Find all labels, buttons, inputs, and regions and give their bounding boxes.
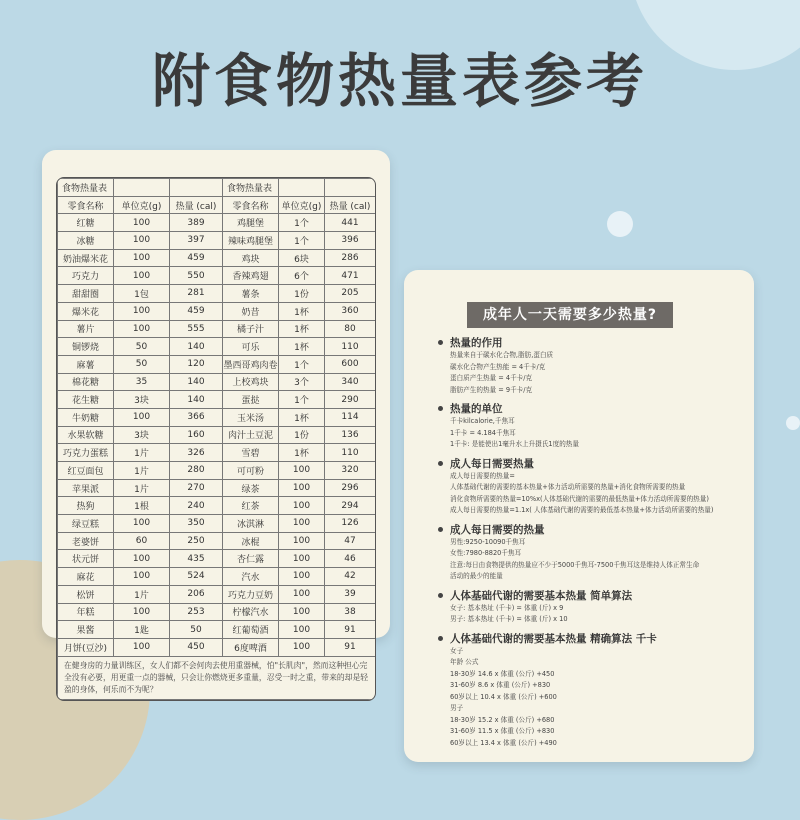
table-cell: 薯片 — [58, 320, 114, 338]
table-cell: 橘子汁 — [223, 320, 279, 338]
table-cell: 397 — [170, 232, 223, 250]
table-row — [58, 267, 376, 285]
table-cell: 巧克力 — [58, 267, 114, 285]
table-cell: 1片 — [114, 462, 170, 480]
table-cell: 38 — [325, 603, 376, 621]
table-cell: 205 — [325, 285, 376, 303]
table-cell: 麻花 — [58, 568, 114, 586]
table-cell: 320 — [325, 462, 376, 480]
table-cell: 294 — [325, 497, 376, 515]
table-cell: 红茶 — [223, 497, 279, 515]
table-cell: 1杯 — [279, 444, 325, 462]
table-cell: 555 — [170, 320, 223, 338]
table-cell: 471 — [325, 267, 376, 285]
table-cell: 35 — [114, 373, 170, 391]
table-cell: 100 — [114, 408, 170, 426]
info-sections — [438, 336, 748, 755]
table-cell: 花生糖 — [58, 391, 114, 409]
table-row — [58, 532, 376, 550]
calorie-table-frame — [56, 177, 376, 701]
table-cell: 389 — [170, 214, 223, 232]
info-section — [438, 457, 748, 517]
table-cell: 50 — [114, 338, 170, 356]
table-row — [58, 373, 376, 391]
info-section-title — [438, 523, 748, 537]
table-cell: 肉汁土豆泥 — [223, 426, 279, 444]
table-cell: 汽水 — [223, 568, 279, 586]
table-row — [58, 320, 376, 338]
table-cell: 6个 — [279, 267, 325, 285]
table-cell: 459 — [170, 249, 223, 267]
table-row — [58, 603, 376, 621]
table-cell: 100 — [114, 550, 170, 568]
table-cell: 年糕 — [58, 603, 114, 621]
table-cell: 281 — [170, 285, 223, 303]
table-row — [58, 621, 376, 639]
table-cell: 396 — [325, 232, 376, 250]
table-cell: 435 — [170, 550, 223, 568]
table-cell: 250 — [170, 532, 223, 550]
table-cell: 114 — [325, 408, 376, 426]
table-cell: 玉米汤 — [223, 408, 279, 426]
table-cell: 3个 — [279, 373, 325, 391]
table-cell: 巧克力豆奶 — [223, 585, 279, 603]
table-cell: 100 — [114, 515, 170, 533]
table-cell: 红豆面包 — [58, 462, 114, 480]
info-line: 60岁以上 13.4 x 体重 (公斤) +490 — [450, 738, 557, 747]
info-section-title-text: 人体基础代谢的需要基本热量 简单算法 — [450, 589, 633, 602]
table-cell: 冰淇淋 — [223, 515, 279, 533]
table-cell: 绿茶 — [223, 479, 279, 497]
info-line: 男性:9250-10090千焦耳 — [450, 537, 526, 546]
info-section — [438, 589, 748, 626]
table-row — [58, 638, 376, 656]
info-section-title — [438, 632, 748, 646]
table-cell: 3块 — [114, 426, 170, 444]
table-cell: 50 — [114, 355, 170, 373]
table-row — [58, 462, 376, 480]
table-row — [58, 497, 376, 515]
info-section-title-text: 热量的单位 — [450, 403, 503, 415]
table-cell: 120 — [170, 355, 223, 373]
table-section-title: 食物热量表 — [223, 179, 279, 197]
table-row — [58, 568, 376, 586]
table-row — [58, 585, 376, 603]
info-banner: 成年人一天需要多少热量? — [467, 302, 673, 328]
table-row — [58, 479, 376, 497]
table-cell: 100 — [114, 320, 170, 338]
table-cell: 240 — [170, 497, 223, 515]
table-cell: 140 — [170, 338, 223, 356]
table-cell: 100 — [114, 638, 170, 656]
table-header-row — [58, 196, 376, 214]
table-cell: 1个 — [279, 214, 325, 232]
table-cell: 524 — [170, 568, 223, 586]
decor-dot — [786, 416, 800, 430]
calorie-table — [57, 178, 376, 700]
table-cell: 47 — [325, 532, 376, 550]
table-row — [58, 232, 376, 250]
table-row — [58, 285, 376, 303]
table-cell: 50 — [170, 621, 223, 639]
info-line: 注意:每日由食物提供的热量应不少于5000千焦耳-7500千焦耳这是维持人体正常生命 — [450, 560, 700, 569]
table-cell: 326 — [170, 444, 223, 462]
table-cell: 可可粉 — [223, 462, 279, 480]
info-line: 1千卡 = 4.184千焦耳 — [450, 428, 516, 437]
info-line: 消化食物所需要的热量=10%x(人体基础代谢的需要的最低热量+体力活动所需要的热量) — [450, 494, 709, 503]
info-line: 成人每日需要的热量=1.1x( 人体基础代谢的需要的最低基本热量+体力活动所需要的热量) — [450, 506, 714, 514]
table-cell: 6度啤酒 — [223, 638, 279, 656]
info-line: 人体基础代谢的需要的基本热量+体力活动所需要的热量+消化食物所需要的热量 — [450, 483, 686, 491]
info-line: 女子 — [450, 646, 464, 655]
table-cell: 1片 — [114, 479, 170, 497]
table-cell: 3块 — [114, 391, 170, 409]
table-cell: 253 — [170, 603, 223, 621]
table-cell: 100 — [114, 603, 170, 621]
table-cell: 月饼(豆沙) — [58, 638, 114, 656]
table-cell: 松饼 — [58, 585, 114, 603]
table-cell: 1杯 — [279, 302, 325, 320]
info-line: 千卡kilcalorie,千焦耳 — [450, 417, 515, 425]
info-section-title — [438, 457, 748, 471]
info-section-title — [438, 402, 748, 416]
table-row — [58, 391, 376, 409]
info-section-title — [438, 589, 748, 603]
table-cell: 100 — [114, 302, 170, 320]
table-note: 在健身房的力量训练区，女人们都不会何肉去使用重器械，怕"长肌肉"，然而这种担心完全没有必要，用更重一点的器械，只会让你燃烧更多重量，忍受一时之重，带来的却是轻盈的身体，何乐而不为呢？ — [58, 656, 376, 699]
table-cell: 366 — [170, 408, 223, 426]
table-cell: 340 — [325, 373, 376, 391]
table-cell: 286 — [325, 249, 376, 267]
info-line: 31-60岁 8.6 x 体重 (公斤) +830 — [450, 681, 551, 689]
table-cell: 100 — [279, 621, 325, 639]
table-cell: 600 — [325, 355, 376, 373]
info-section-title-text: 热量的作用 — [450, 337, 503, 349]
table-cell: 1杯 — [279, 338, 325, 356]
table-row — [58, 338, 376, 356]
info-line: 脂肪产生的热量 = 9千卡/克 — [450, 385, 533, 394]
table-row — [58, 249, 376, 267]
table-cell: 棉花糖 — [58, 373, 114, 391]
info-line: 18-30岁 14.6 x 体重 (公斤) +450 — [450, 669, 555, 678]
table-cell: 140 — [170, 391, 223, 409]
table-cell: 110 — [325, 338, 376, 356]
table-header: 热量 (cal) — [170, 196, 223, 214]
table-cell: 100 — [279, 568, 325, 586]
table-cell: 110 — [325, 444, 376, 462]
table-cell: 441 — [325, 214, 376, 232]
bullet-icon — [438, 527, 443, 532]
table-cell: 1杯 — [279, 408, 325, 426]
table-row — [58, 515, 376, 533]
table-cell: 麻薯 — [58, 355, 114, 373]
table-cell: 鸡腿堡 — [223, 214, 279, 232]
table-cell: 140 — [170, 373, 223, 391]
table-row — [58, 355, 376, 373]
table-cell: 100 — [279, 532, 325, 550]
info-line: 活动的最少的能量 — [450, 572, 503, 580]
table-cell: 冰棍 — [223, 532, 279, 550]
info-section-title-text: 人体基础代谢的需要基本热量 精确算法 千卡 — [450, 632, 657, 645]
table-header: 零食名称 — [223, 196, 279, 214]
table-cell: 牛奶糖 — [58, 408, 114, 426]
bullet-icon — [438, 340, 443, 345]
table-cell: 奶油爆米花 — [58, 249, 114, 267]
info-section-title-text: 成人每日需要的热量 — [450, 523, 545, 536]
table-row — [58, 444, 376, 462]
table-cell: 1个 — [279, 355, 325, 373]
info-line: 男子 — [450, 704, 464, 712]
table-cell: 100 — [114, 568, 170, 586]
info-section — [438, 523, 748, 583]
calorie-info-card — [404, 270, 754, 762]
info-line: 60岁以上 10.4 x 体重 (公斤) +600 — [450, 692, 557, 701]
bullet-icon — [438, 636, 443, 641]
info-line: 年龄 公式 — [450, 658, 479, 666]
table-cell: 100 — [114, 232, 170, 250]
table-cell: 100 — [279, 515, 325, 533]
info-line: 女性:7980-8820千焦耳 — [450, 549, 522, 557]
info-line: 31-60岁 11.5 x 体重 (公斤) +830 — [450, 727, 555, 735]
table-cell: 杏仁露 — [223, 550, 279, 568]
info-line: 蛋白质产生热量 = 4千卡/克 — [450, 374, 533, 382]
table-cell: 苹果派 — [58, 479, 114, 497]
info-line: 热量来自于碳水化合物,脂肪,蛋白质 — [450, 351, 554, 359]
table-cell: 1包 — [114, 285, 170, 303]
table-cell: 墨西哥鸡肉卷 — [223, 355, 279, 373]
table-cell: 1个 — [279, 391, 325, 409]
table-cell: 爆米花 — [58, 302, 114, 320]
table-header: 单位克(g) — [114, 196, 170, 214]
table-cell: 鸡块 — [223, 249, 279, 267]
table-cell: 100 — [114, 214, 170, 232]
bullet-icon — [438, 406, 443, 411]
table-cell: 薯条 — [223, 285, 279, 303]
table-cell: 上校鸡块 — [223, 373, 279, 391]
table-cell: 水果软糖 — [58, 426, 114, 444]
table-row — [58, 302, 376, 320]
table-cell: 91 — [325, 621, 376, 639]
table-cell: 铜锣烧 — [58, 338, 114, 356]
table-cell: 206 — [170, 585, 223, 603]
table-cell: 100 — [114, 267, 170, 285]
table-cell: 巧克力蛋糕 — [58, 444, 114, 462]
table-cell: 热狗 — [58, 497, 114, 515]
table-cell: 红葡萄酒 — [223, 621, 279, 639]
table-section-title: 食物热量表 — [58, 179, 114, 197]
table-cell: 甜甜圈 — [58, 285, 114, 303]
table-cell: 绿豆糕 — [58, 515, 114, 533]
table-cell: 360 — [325, 302, 376, 320]
table-cell: 160 — [170, 426, 223, 444]
table-cell: 1份 — [279, 426, 325, 444]
table-cell: 老婆饼 — [58, 532, 114, 550]
table-cell: 450 — [170, 638, 223, 656]
table-cell: 100 — [279, 479, 325, 497]
table-cell: 459 — [170, 302, 223, 320]
table-cell: 42 — [325, 568, 376, 586]
table-row — [58, 426, 376, 444]
table-cell: 1个 — [279, 232, 325, 250]
table-cell: 果酱 — [58, 621, 114, 639]
table-cell: 1份 — [279, 285, 325, 303]
table-cell: 290 — [325, 391, 376, 409]
info-section — [438, 632, 748, 750]
info-section — [438, 336, 748, 396]
table-cell: 状元饼 — [58, 550, 114, 568]
table-row — [58, 408, 376, 426]
table-cell: 1匙 — [114, 621, 170, 639]
decor-dot — [607, 211, 633, 237]
table-cell: 39 — [325, 585, 376, 603]
table-cell: 46 — [325, 550, 376, 568]
table-cell: 550 — [170, 267, 223, 285]
table-header: 零食名称 — [58, 196, 114, 214]
info-section-title-text: 成人每日需要热量 — [450, 457, 534, 470]
info-section — [438, 402, 748, 451]
info-section-title — [438, 336, 748, 350]
info-line: 成人每日需要的热量= — [450, 471, 515, 480]
table-cell: 冰糖 — [58, 232, 114, 250]
info-line: 女子: 基本热址 (千卡) = 体重 (斤) x 9 — [450, 603, 564, 612]
page-title: 附食物热量表参考 — [151, 47, 648, 115]
table-cell: 270 — [170, 479, 223, 497]
table-cell: 280 — [170, 462, 223, 480]
table-cell: 奶昔 — [223, 302, 279, 320]
info-line: 1千卡: 是能使出1毫升水上升摄氏1度的热量 — [450, 440, 579, 448]
table-cell: 100 — [279, 550, 325, 568]
info-line: 男子: 基本热址 (千卡) = 体重 (斤) x 10 — [450, 615, 568, 623]
table-cell: 91 — [325, 638, 376, 656]
table-cell: 100 — [279, 638, 325, 656]
table-cell: 可乐 — [223, 338, 279, 356]
table-cell: 100 — [279, 585, 325, 603]
table-cell: 1杯 — [279, 320, 325, 338]
bullet-icon — [438, 593, 443, 598]
table-cell: 1片 — [114, 585, 170, 603]
table-cell: 296 — [325, 479, 376, 497]
table-cell: 100 — [279, 497, 325, 515]
table-cell: 126 — [325, 515, 376, 533]
table-cell: 蛋挞 — [223, 391, 279, 409]
table-cell: 1根 — [114, 497, 170, 515]
info-line: 碳水化合物产生热能 = 4千卡/克 — [450, 362, 546, 371]
table-header: 热量 (cal) — [325, 196, 376, 214]
table-cell: 100 — [114, 249, 170, 267]
table-cell: 香辣鸡翅 — [223, 267, 279, 285]
table-cell: 350 — [170, 515, 223, 533]
calorie-table-card — [42, 150, 390, 694]
table-cell: 80 — [325, 320, 376, 338]
table-section-row — [58, 179, 376, 197]
table-cell: 136 — [325, 426, 376, 444]
info-line: 18-30岁 15.2 x 体重 (公斤) +680 — [450, 715, 555, 724]
table-cell: 柠檬汽水 — [223, 603, 279, 621]
table-header: 单位克(g) — [279, 196, 325, 214]
table-cell: 红糖 — [58, 214, 114, 232]
table-cell: 雪碧 — [223, 444, 279, 462]
table-cell: 辣味鸡腿堡 — [223, 232, 279, 250]
table-row — [58, 550, 376, 568]
table-row — [58, 214, 376, 232]
table-cell: 60 — [114, 532, 170, 550]
table-cell: 1片 — [114, 444, 170, 462]
table-note-row — [58, 656, 376, 699]
table-cell: 100 — [279, 603, 325, 621]
table-cell: 100 — [279, 462, 325, 480]
table-cell: 6块 — [279, 249, 325, 267]
bullet-icon — [438, 461, 443, 466]
